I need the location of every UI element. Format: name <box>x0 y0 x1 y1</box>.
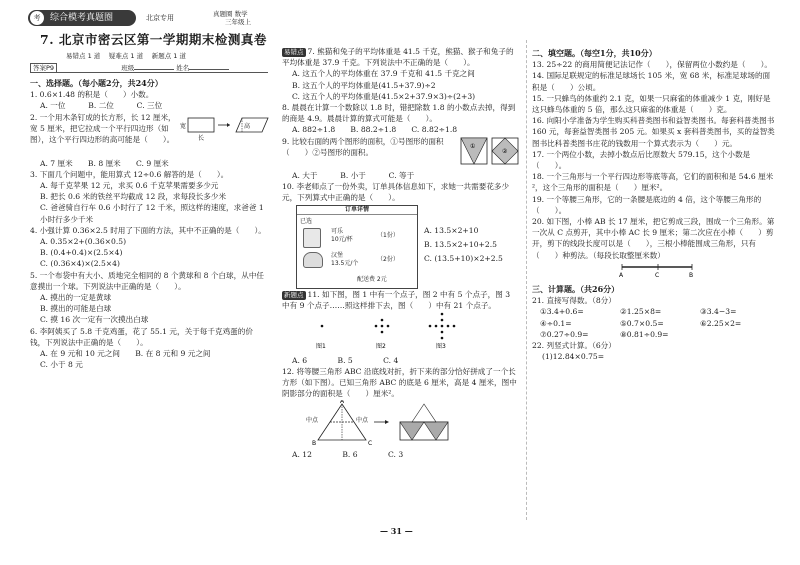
question-12-options: A. 12 B. 6 C. 3 <box>292 449 404 459</box>
receipt-selected: 已选 <box>300 218 313 226</box>
page-title: 7. 北京市密云区第一学期期末检测真卷 <box>40 32 267 47</box>
calc-item: ⑦0.27÷0.9= <box>540 329 589 339</box>
question-4-option-a: A. 0.35×2+(0.36×0.5) <box>40 237 127 247</box>
question-2-block <box>30 112 268 158</box>
question-2-options: A. 7 厘米 B. 8 厘米 C. 9 厘米 <box>40 158 169 168</box>
series-badge <box>28 10 136 26</box>
order-receipt <box>296 205 418 289</box>
question-11-text: 11. 如下图，图 1 中有一个点子，图 2 中有 5 个点子，图 3 中有 9 个点子……照这样排下去，图（ ）中有 21 个点子。 <box>282 290 511 311</box>
point-a: A <box>619 271 624 279</box>
answer-code: 答案P9 <box>30 63 57 73</box>
fig-height-label: 高 <box>244 122 251 130</box>
question-5-option-b: B. 摸出的可能是白球 <box>40 304 112 314</box>
question-10-option-b: B. 13.5×2+10+2.5 <box>424 240 497 250</box>
qty-burger: （2份） <box>377 256 399 264</box>
calc-item: ②1.25×8= <box>620 307 662 317</box>
question-1-options: A. 一位 B. 二位 C. 三位 <box>40 101 163 111</box>
vertex-a: A <box>340 399 345 405</box>
question-16: 16. 向阳小学准备为学生购买科普类图书和益智类图书。每套科普类图书 160 元，每套益智类图书 205 元。如果买 x 套科普类图书，买的益智类图书比科普类图书庄花的钱数用一个算式表示为（ ）元。 <box>532 116 775 148</box>
point-b: B <box>689 271 694 279</box>
question-2-figure <box>178 114 270 146</box>
question-19: 19. 一个等腰三角形，它的一条腰是底边的 4 倍，这个等腰三角形的（ ）。 <box>532 194 762 215</box>
grade-label: 三年级上 <box>225 18 251 26</box>
calc-item: ①3.4+0.6= <box>540 307 584 317</box>
midpoint-left: 中点 <box>306 416 319 424</box>
vertex-c: C <box>368 439 373 446</box>
question-18: 18. 一个三角形与一个平行四边形等底等高，它们的面积和是 54.6 厘米²，这个三角形的面积是（ ）厘米²。 <box>532 172 774 193</box>
figure-2-label: ② <box>502 147 508 155</box>
name-field[interactable] <box>189 62 229 70</box>
question-6-option-a <box>30 348 268 359</box>
cola-icon <box>303 228 321 248</box>
page-number: — 31 — <box>380 526 413 536</box>
question-10-block <box>282 203 520 289</box>
question-7-option-a: A. 这五个人的平均体重在 37.9 千克和 41.5 千克之间 <box>292 69 475 79</box>
column-divider <box>526 40 527 520</box>
section2-heading: 二、填空题。（每空1分，共10分） <box>532 48 657 58</box>
question-17: 17. 一个两位小数，去掉小数点后比原数大 579.15，这个小数是（ ）。 <box>532 149 751 171</box>
figure-1-label: ① <box>470 142 476 150</box>
question-5-option-c: C. 摸 16 次一定有一次摸出白球 <box>40 315 149 325</box>
question-4: 4. 小强计算 0.36×2.5 时用了下面的方法，其中不正确的是（ ）。 <box>30 225 266 235</box>
question-3-option-b: B. 把长 0.6 米的铁丝平均截成 12 段，求每段长多少米 <box>40 192 227 202</box>
column-3 <box>532 46 777 362</box>
page-header <box>28 10 268 28</box>
vertex-b: B <box>312 439 317 446</box>
question-22-part-1: (1)12.84×0.75= <box>542 352 605 362</box>
question-10-option-a: A. 13.5×2+10 <box>424 226 479 236</box>
point-c: C <box>655 271 660 279</box>
region-label: 北京专用 <box>146 14 174 22</box>
question-7-option-c: C. 这五个人的平均体重是(41.5×2+37.9×3)÷(2+3) <box>292 91 476 101</box>
question-5: 5. 一个布袋中有大小、质地完全相同的 8 个黄球和 8 个白球，从中任意摸出一个球。下列说法中正确的是（ ）。 <box>30 270 265 291</box>
question-3-option-c: C. 爸爸骑自行车 0.6 小时行了 12 千米，照这样的速度，求爸爸 1 小时行多少千米 <box>40 203 264 224</box>
question-7 <box>282 46 520 68</box>
fig-length-label: 长 <box>198 134 205 142</box>
question-13: 13. 25÷22 的商用简便记法记作（ ），保留两位小数约是（ ）。 <box>532 60 773 70</box>
question-3: 3. 下面几个问题中，能用算式 12÷0.6 解答的是（ ）。 <box>30 169 229 179</box>
tag-label: 真题圈 <box>213 10 233 18</box>
question-4-option-b: B. (0.4+0.4)×(2.5×4) <box>40 248 123 258</box>
question-11 <box>282 289 520 311</box>
receipt-title: 订单详情 <box>297 206 417 215</box>
difficulty-meta <box>66 51 186 60</box>
question-7-option-b: B. 这五个人的平均体重是(41.5+37.9)÷2 <box>292 80 436 90</box>
question-14: 14. 国际足联规定的标准足球场长 105 米，宽 68 米，标准足球场的面积是（ ）公顷。 <box>532 71 771 92</box>
question-12-figure <box>282 400 520 446</box>
calc-item: ⑤0.7×0.5= <box>620 318 664 328</box>
fig-3-caption: 图3 <box>436 342 446 350</box>
price-cola: 10元/杯 <box>331 236 353 244</box>
section3-heading: 三、计算题。（共26分） <box>532 284 620 295</box>
question-8-options: A. 882÷1.8 B. 88.2÷1.8 C. 8.82÷1.8 <box>292 125 458 135</box>
fig-width-label: 宽 <box>180 122 187 130</box>
question-5-option-a: A. 摸出的一定是黄球 <box>40 293 112 303</box>
calc-item: ⑧0.81÷0.9= <box>620 329 669 339</box>
question-10: 10. 李老师点了一份外卖，订单具体信息如下，求她一共需要花多少元，下列算式中正确的是（ ）。 <box>282 181 510 203</box>
question-9-options: A. 大于 B. 小于 C. 等于 <box>292 170 415 180</box>
item-burger: 汉堡 <box>331 252 344 260</box>
item-cola: 可乐 <box>331 228 344 236</box>
column-2 <box>282 46 520 460</box>
question-15: 15. 一只蜂鸟的体重约 2.1 克，如果一只麻雀的体重减少 1 克，刚好是这只蜂鸟体重的 5 倍，那么这只麻雀的体重是（ ）克。 <box>532 93 771 115</box>
header-info <box>213 10 251 26</box>
question-7-text: 7. 熊猫和兔子的平均体重是 41.5 千克，熊猫、猴子和兔子的平均体重是 37.9 千克。下列说法中不正确的是（ ）。 <box>282 47 514 68</box>
new-count: 新题点 1 道 <box>151 52 186 60</box>
easy-count: 易错点 1 道 <box>66 52 101 60</box>
calc-grid <box>532 306 777 340</box>
delivery-fee: 配送费 2元 <box>357 276 387 284</box>
calc-item: ③3.4−3= <box>700 307 737 317</box>
question-21: 21. 直接写得数。（8分） <box>532 296 616 306</box>
question-10-option-c: C. (13.5+10)×2+2.5 <box>424 254 503 264</box>
question-22: 22. 列竖式计算。（6分） <box>532 341 616 351</box>
question-11-tag: 新题点 <box>284 291 304 300</box>
question-9-block <box>282 136 520 170</box>
price-burger: 13.5元/个 <box>331 260 359 268</box>
question-9: 9. 比较右面的两个图形的面积，①号图形的面积（ ）②号图形的面积。 <box>282 136 444 157</box>
qty-cola: （1份） <box>377 232 399 240</box>
hard-count: 疑难点 1 道 <box>108 52 144 60</box>
question-20: 20. 如下图，小棒 AB 长 17 厘米，把它剪成三段，围成一个三角形。第一次从 C 点剪开，其中小棒 AC 长 9 厘米；第二次应在小棒（ ）剪开，剪下的线段长度可以是（ ），三根小棒能围成三角形，只有（ ）种剪法。（每段长取整厘米数） <box>532 217 775 260</box>
question-6-b: B. 在 8 元和 9 元之间 <box>135 349 211 359</box>
student-icon: 考 <box>30 11 44 25</box>
class-label: 班级 <box>121 64 135 72</box>
name-row <box>30 62 268 73</box>
question-11-options: A. 6 B. 5 C. 4 <box>292 355 399 365</box>
question-12: 12. 将等腰三角形 ABC 沿底线对折，折下来的部分恰好拼成了一个长方形（如下图）。已知三角形 ABC 的底是 6 厘米，高是 4 厘米，图中阴影部分的面积是（ ）厘米²。 <box>282 367 517 399</box>
question-9-figure <box>460 136 520 168</box>
midpoint-right: 中点 <box>356 416 369 424</box>
burger-icon <box>303 252 323 268</box>
question-8: 8. 晨晨在计算一个数除以 1.8 时，错把除数 1.8 的小数点去掉，得到的商是 4.9。晨晨计算的算式可能是（ ）。 <box>282 103 516 124</box>
series-title: 综合模考真题圈 <box>50 13 114 23</box>
question-3-option-a: A. 每千克苹果 12 元，求买 0.6 千克苹果需要多少元 <box>40 181 219 191</box>
fig-1-caption: 图1 <box>316 342 326 350</box>
calc-item: ⑥2.25×2= <box>700 318 742 328</box>
question-4-option-c: C. (0.36×4)×(2.5×4) <box>40 259 120 269</box>
section1-heading: 一、选择题。（每小题2分，共24分） <box>30 78 163 88</box>
name-label: 姓名 <box>176 64 190 72</box>
question-6: 6. 李阿姨买了 5.8 千克鸡蛋，花了 55.1 元，关于每千克鸡蛋的价钱，下列说法中正确的是（ ）。 <box>30 326 253 347</box>
fig-2-caption: 图2 <box>376 342 386 350</box>
calc-item: ④÷0.1= <box>540 318 572 328</box>
question-11-figure <box>282 312 520 352</box>
column-1 <box>30 76 268 370</box>
subject-label: 数学 <box>234 10 248 18</box>
question-6-a: A. 在 9 元和 10 元之间 <box>40 349 121 359</box>
question-2: 2. 一个用木条钉成的长方形，长 12 厘米，宽 5 厘米，把它拉成一个平行四边形（如图），这个平行四边形的高可能是（ ）。 <box>30 112 176 145</box>
class-field[interactable] <box>134 62 174 70</box>
question-1: 1. 0.6×1.48 的积是（ ）小数。 <box>30 90 154 100</box>
question-7-tag: 易错点 <box>284 48 304 56</box>
question-20-figure <box>532 261 777 279</box>
question-6-option-c: C. 小于 8 元 <box>40 360 83 370</box>
